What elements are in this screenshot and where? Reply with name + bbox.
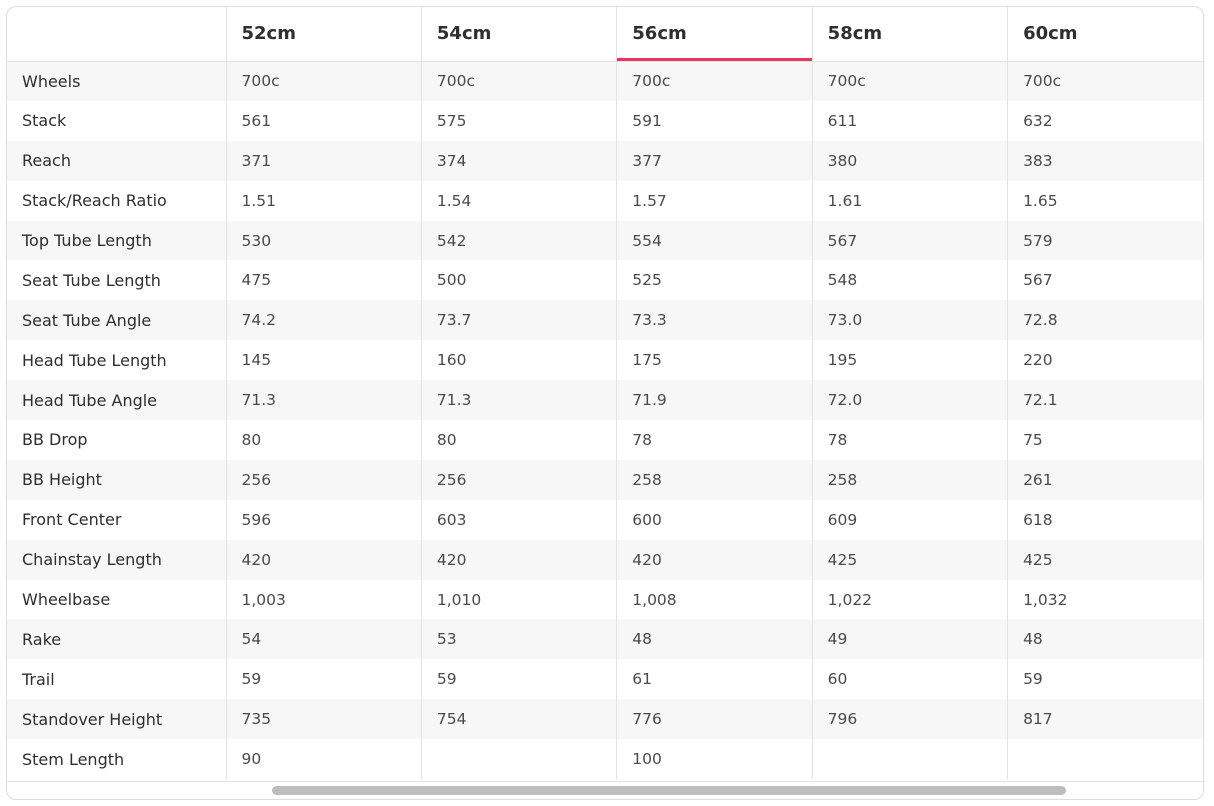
table-row (7, 580, 1203, 620)
row-label: Stack/Reach Ratio (22, 191, 167, 211)
table-cell: 256 (421, 460, 616, 500)
table-cell: 371 (226, 141, 421, 181)
table-cell: 90 (226, 739, 421, 779)
table-cell: 1.54 (421, 181, 616, 221)
table-row (7, 61, 1203, 101)
table-row (7, 300, 1203, 340)
table-cell: 145 (226, 340, 421, 380)
table-cell: 603 (421, 500, 616, 540)
column-header[interactable]: 54cm (421, 7, 616, 61)
table-cell: 1.57 (617, 181, 812, 221)
table-cell: 542 (421, 221, 616, 261)
table-cell: 48 (617, 619, 812, 659)
table-row (7, 340, 1203, 380)
row-label: BB Drop (22, 430, 88, 450)
table-cell: 796 (812, 699, 1007, 739)
table-cell: 1.65 (1008, 181, 1203, 221)
table-cell: 700c (421, 61, 616, 101)
table-row (7, 540, 1203, 580)
table-cell: 567 (812, 221, 1007, 261)
table-cell: 160 (421, 340, 616, 380)
table-cell: 700c (1008, 61, 1203, 101)
row-label: Trail (22, 669, 55, 689)
table-cell: 72.0 (812, 380, 1007, 420)
table-cell: 75 (1008, 420, 1203, 460)
table-row (7, 141, 1203, 181)
table-cell: 49 (812, 619, 1007, 659)
table-cell: 71.9 (617, 380, 812, 420)
geometry-table-container (6, 6, 1204, 800)
table-cell: 72.8 (1008, 300, 1203, 340)
table-cell: 700c (812, 61, 1007, 101)
table-cell: 59 (1008, 659, 1203, 699)
table-cell (1008, 739, 1203, 779)
table-cell: 591 (617, 101, 812, 141)
table-cell: 575 (421, 101, 616, 141)
table-cell: 59 (421, 659, 616, 699)
table-cell: 618 (1008, 500, 1203, 540)
row-label: BB Height (22, 470, 102, 490)
row-label: Reach (22, 151, 71, 171)
table-cell: 175 (617, 340, 812, 380)
column-header[interactable]: 52cm (226, 7, 421, 61)
row-label: Seat Tube Length (22, 270, 161, 290)
table-cell: 567 (1008, 260, 1203, 300)
table-cell: 425 (812, 540, 1007, 580)
table-cell: 700c (617, 61, 812, 101)
horizontal-scrollbar[interactable] (7, 781, 1203, 800)
row-label: Head Tube Length (22, 350, 167, 370)
table-cell: 54 (226, 619, 421, 659)
table-cell: 579 (1008, 221, 1203, 261)
table-cell: 73.7 (421, 300, 616, 340)
table-cell: 71.3 (226, 380, 421, 420)
table-cell (421, 739, 616, 779)
table-cell: 1,032 (1008, 580, 1203, 620)
table-row (7, 739, 1203, 779)
table-cell: 561 (226, 101, 421, 141)
table-cell: 380 (812, 141, 1007, 181)
table-cell: 78 (617, 420, 812, 460)
table-cell: 776 (617, 699, 812, 739)
table-cell: 600 (617, 500, 812, 540)
table-cell: 48 (1008, 619, 1203, 659)
table-row (7, 260, 1203, 300)
table-row (7, 659, 1203, 699)
table-cell: 548 (812, 260, 1007, 300)
table-cell: 80 (226, 420, 421, 460)
table-row (7, 181, 1203, 221)
table-cell: 700c (226, 61, 421, 101)
table-cell: 420 (421, 540, 616, 580)
table-cell: 754 (421, 699, 616, 739)
scrollbar-thumb[interactable] (272, 786, 1066, 795)
column-header[interactable]: 60cm (1008, 7, 1203, 61)
table-cell: 61 (617, 659, 812, 699)
table-row (7, 380, 1203, 420)
table-cell: 72.1 (1008, 380, 1203, 420)
table-cell (812, 739, 1007, 779)
table-cell: 80 (421, 420, 616, 460)
table-cell: 1.51 (226, 181, 421, 221)
table-row (7, 460, 1203, 500)
table-cell: 735 (226, 699, 421, 739)
table-cell: 596 (226, 500, 421, 540)
column-header-active[interactable]: 56cm (617, 7, 812, 61)
table-cell: 73.0 (812, 300, 1007, 340)
row-label: Stem Length (22, 749, 125, 769)
row-label: Chainstay Length (22, 550, 162, 570)
table-cell: 59 (226, 659, 421, 699)
table-cell: 425 (1008, 540, 1203, 580)
table-cell: 500 (421, 260, 616, 300)
table-cell: 420 (226, 540, 421, 580)
table-row (7, 500, 1203, 540)
table-cell: 53 (421, 619, 616, 659)
table-cell: 525 (617, 260, 812, 300)
row-label: Wheelbase (22, 590, 111, 610)
row-label: Seat Tube Angle (22, 310, 152, 330)
table-row (7, 221, 1203, 261)
table-cell: 530 (226, 221, 421, 261)
table-cell: 1,010 (421, 580, 616, 620)
table-cell: 1,003 (226, 580, 421, 620)
table-cell: 258 (812, 460, 1007, 500)
table-cell: 1.61 (812, 181, 1007, 221)
table-row (7, 101, 1203, 141)
table-cell: 374 (421, 141, 616, 181)
table-cell: 100 (617, 739, 812, 779)
column-header[interactable]: 58cm (812, 7, 1007, 61)
table-cell: 611 (812, 101, 1007, 141)
table-row (7, 420, 1203, 460)
geometry-table (7, 7, 1203, 779)
table-cell: 609 (812, 500, 1007, 540)
table-cell: 420 (617, 540, 812, 580)
table-cell: 475 (226, 260, 421, 300)
table-cell: 1,008 (617, 580, 812, 620)
table-cell: 220 (1008, 340, 1203, 380)
table-cell: 817 (1008, 699, 1203, 739)
row-label: Stack (22, 111, 67, 131)
row-label: Front Center (22, 510, 122, 530)
header-row (7, 7, 1203, 61)
table-cell: 78 (812, 420, 1007, 460)
row-label: Head Tube Angle (22, 390, 158, 410)
table-cell: 258 (617, 460, 812, 500)
table-cell: 1,022 (812, 580, 1007, 620)
table-row (7, 699, 1203, 739)
row-label: Top Tube Length (22, 231, 152, 250)
row-label: Rake (22, 629, 62, 649)
table-cell: 71.3 (421, 380, 616, 420)
table-cell: 74.2 (226, 300, 421, 340)
table-cell: 60 (812, 659, 1007, 699)
table-cell: 195 (812, 340, 1007, 380)
header-corner (7, 7, 226, 61)
table-cell: 256 (226, 460, 421, 500)
table-cell: 383 (1008, 141, 1203, 181)
row-label: Standover Height (22, 709, 163, 729)
table-cell: 377 (617, 141, 812, 181)
table-cell: 73.3 (617, 300, 812, 340)
table-cell: 554 (617, 221, 812, 261)
table-cell: 261 (1008, 460, 1203, 500)
table-cell: 632 (1008, 101, 1203, 141)
row-label: Wheels (22, 71, 81, 91)
table-row (7, 619, 1203, 659)
